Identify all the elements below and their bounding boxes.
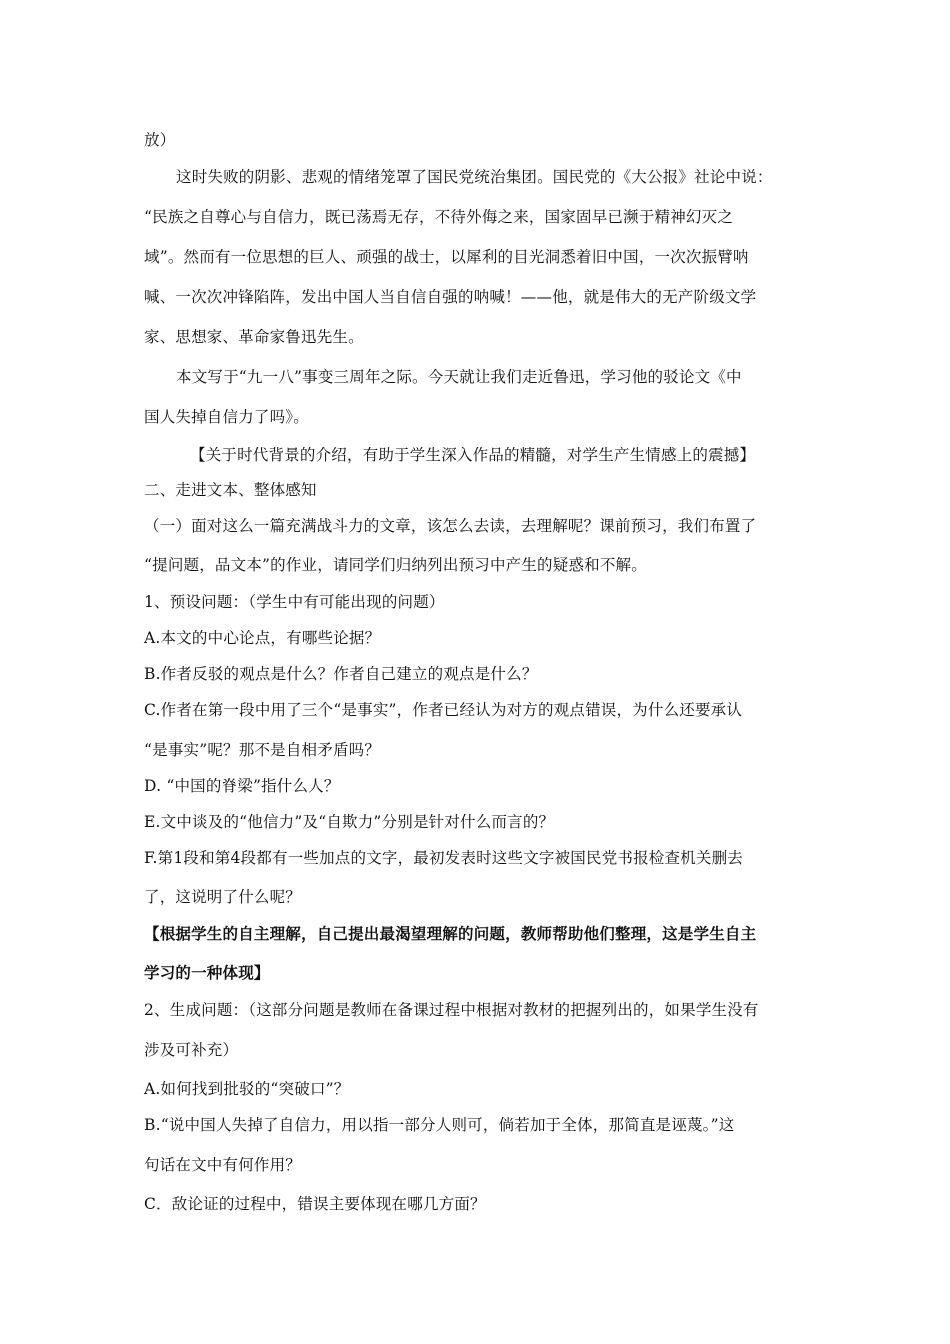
question-item: 句话在文中有何作用？ bbox=[144, 1156, 302, 1174]
question-item: E.文中谈及的“他信力”及“自欺力”分别是针对什么而言的？ bbox=[144, 813, 555, 831]
text-line: 域”。然而有一位思想的巨人、顽强的战士，以犀利的目光洞悉着旧中国，一次次振臂呐 bbox=[144, 248, 749, 266]
text-line: 这时失败的阴影、悲观的情绪笼罩了国民党统治集团。国民党的《大公报》社论中说： bbox=[176, 168, 773, 186]
section-heading: 二、走进文本、整体感知 bbox=[144, 481, 317, 499]
question-item: A.本文的中心论点，有哪些论据？ bbox=[144, 629, 381, 647]
text-line: （一）面对这么一篇充满战斗力的文章，该怎么去读，去理解呢？课前预习，我们布置了 bbox=[144, 517, 757, 535]
question-item: 了，这说明了什么呢？ bbox=[144, 888, 302, 906]
text-line: “民族之自尊心与自信力，既已荡焉无存，不待外侮之来，国家固早已濒于精神幻灭之 bbox=[144, 208, 734, 226]
question-item: “是事实”呢？那不是自相矛盾吗？ bbox=[144, 741, 381, 759]
text-line: 家、思想家、革命家鲁迅先生。 bbox=[144, 328, 364, 346]
text-line: 本文写于“九一八”事变三周年之际。今天就让我们走近鲁迅，学习他的驳论文《中 bbox=[176, 368, 742, 386]
question-item: A.如何找到批驳的“突破口”？ bbox=[144, 1080, 350, 1098]
question-item: F.第1段和第4段都有一些加点的文字，最初发表时这些文字被国民党书报检查机关删去 bbox=[144, 849, 743, 867]
text-line: 喊、一次次冲锋陷阵，发出中国人当自信自强的呐喊！——他，就是伟大的无产阶级文学 bbox=[144, 288, 757, 306]
question-item: C．敌论证的过程中，错误主要体现在哪几方面？ bbox=[144, 1195, 486, 1213]
question-item: B.“说中国人失掉了自信力，用以指一部分人则可，倘若加于全体，那简直是诬蔑。”这 bbox=[144, 1116, 735, 1134]
teacher-note: 学习的一种体现】 bbox=[144, 963, 270, 982]
text-line: “提问题，品文本”的作业，请同学们归纳列出预习中产生的疑惑和不解。 bbox=[144, 556, 647, 574]
subsection-heading: 1、预设问题：（学生中有可能出现的问题） bbox=[144, 593, 445, 611]
question-item: C.作者在第一段中用了三个“是事实”，作者已经认为对方的观点错误，为什么还要承认 bbox=[144, 701, 743, 719]
text-line: 国人失掉自信力了吗》。 bbox=[144, 408, 309, 426]
question-item: D. “中国的脊梁”指什么人？ bbox=[144, 777, 340, 795]
teacher-note: 【关于时代背景的介绍，有助于学生深入作品的精髓，对学生产生情感上的震撼】 bbox=[190, 446, 756, 464]
text-line: 放） bbox=[144, 131, 176, 149]
subsection-heading: 2、生成问题：（这部分问题是教师在备课过程中根据对教材的把握列出的，如果学生没有 bbox=[144, 1001, 759, 1019]
text-line: 涉及可补充） bbox=[144, 1041, 239, 1059]
question-item: B.作者反驳的观点是什么？作者自己建立的观点是什么？ bbox=[144, 665, 538, 683]
teacher-note: 【根据学生的自主理解，自己提出最渴望理解的问题，教师帮助他们整理，这是学生自主 bbox=[144, 924, 757, 943]
